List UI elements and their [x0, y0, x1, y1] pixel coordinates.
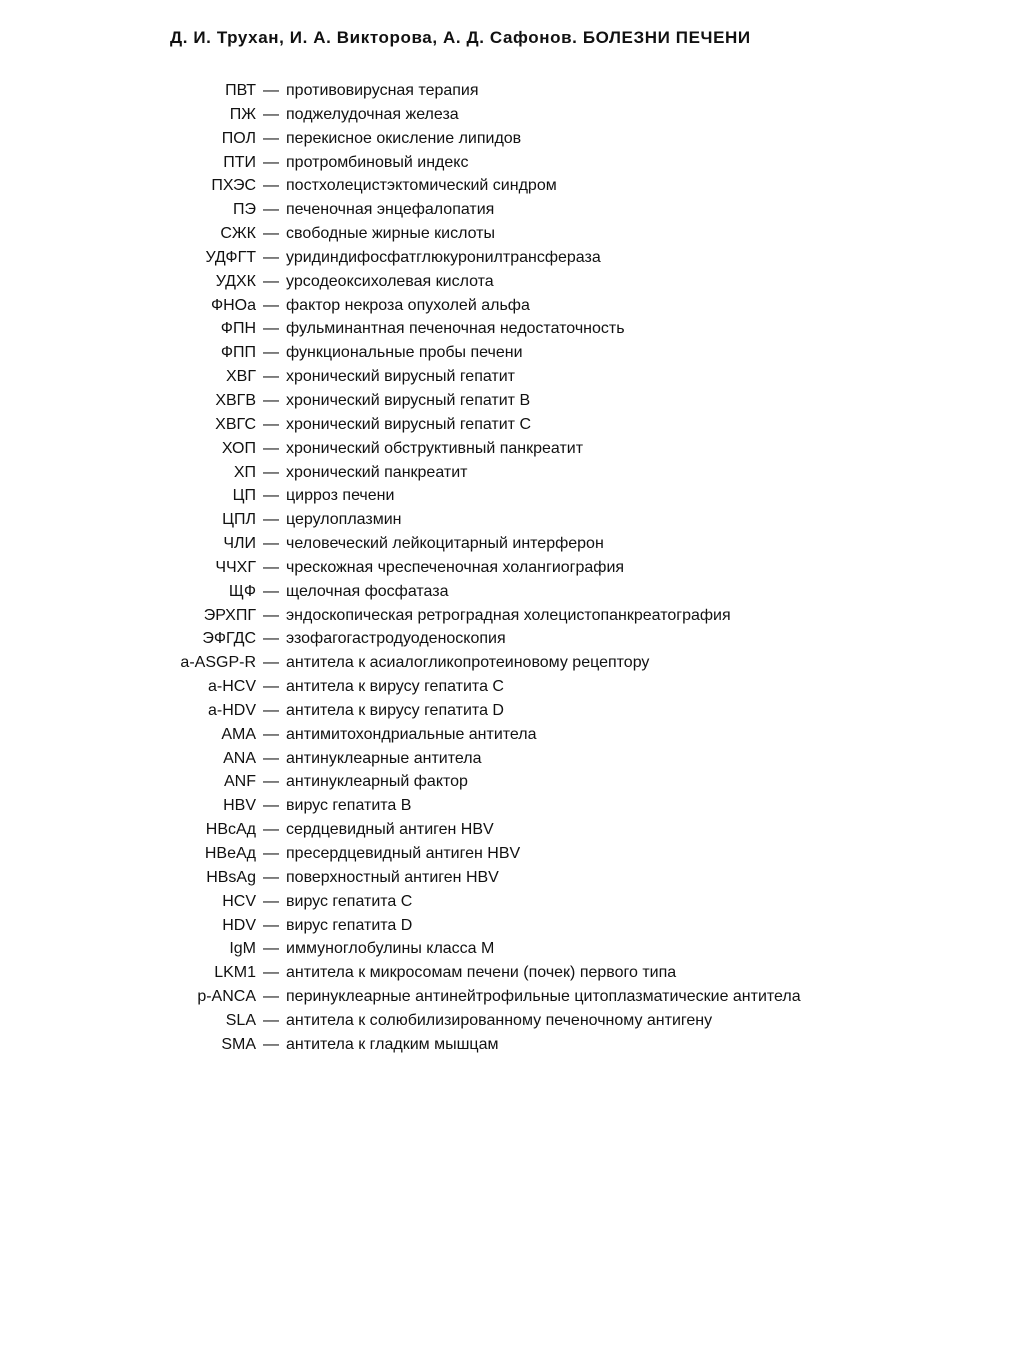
abbreviation-definition: вирус гепатита С	[286, 892, 413, 910]
dash-separator: —	[263, 105, 279, 123]
abbreviation-term: ФНОа	[210, 296, 256, 314]
abbreviation-term: АМА	[221, 725, 256, 743]
abbreviation-term: p-ANCA	[197, 988, 256, 1006]
dash-separator: —	[263, 320, 279, 338]
abbreviation-term: HBcAд	[205, 821, 256, 839]
abbreviation-row	[0, 270, 1024, 294]
abbreviation-definition: урсодеоксихолевая кислота	[286, 272, 494, 290]
abbreviation-term: ХП	[233, 463, 256, 481]
abbreviation-definition: фактор некроза опухолей альфа	[286, 296, 530, 314]
running-header: Д. И. Трухан, И. А. Викторова, А. Д. Сафонов. БОЛЕЗНИ ПЕЧЕНИ	[170, 28, 751, 47]
dash-separator: —	[263, 773, 279, 791]
abbreviation-term: ЭФГДС	[202, 630, 256, 648]
abbreviation-term: УДХК	[215, 272, 256, 290]
abbreviation-definition: антитела к вирусу гепатита С	[286, 678, 504, 696]
dash-separator: —	[263, 296, 279, 314]
dash-separator: —	[263, 272, 279, 290]
abbreviation-row	[0, 723, 1024, 747]
abbreviation-definition: щелочная фосфатаза	[286, 582, 449, 600]
abbreviation-row	[0, 461, 1024, 485]
abbreviation-definition: эндоскопическая ретроградная холецистопанкреатография	[286, 606, 731, 624]
abbreviation-row	[0, 174, 1024, 198]
dash-separator: —	[263, 630, 279, 648]
dash-separator: —	[263, 845, 279, 862]
abbreviation-term: ФПН	[220, 320, 256, 338]
abbreviation-row	[0, 389, 1024, 413]
dash-separator: —	[263, 701, 279, 719]
dash-separator: —	[263, 248, 279, 266]
abbreviation-definition: человеческий лейкоцитарный интерферон	[286, 535, 604, 553]
dash-separator: —	[263, 916, 279, 934]
abbreviation-definition: церулоплазмин	[286, 511, 402, 529]
abbreviation-row	[0, 103, 1024, 127]
abbreviation-term: УДФГТ	[205, 248, 256, 266]
abbreviation-term: ANF	[224, 773, 256, 791]
dash-separator: —	[263, 606, 279, 624]
abbreviation-definition: антинуклеарные антитела	[286, 749, 482, 767]
abbreviation-definition: вирус гепатита В	[286, 797, 412, 815]
dash-separator: —	[263, 201, 279, 219]
dash-separator: —	[263, 177, 279, 195]
abbreviation-row	[0, 556, 1024, 580]
dash-separator: —	[263, 892, 279, 910]
abbreviation-row	[0, 675, 1024, 699]
abbreviation-row	[0, 961, 1024, 985]
abbreviation-row	[0, 604, 1024, 628]
abbreviation-row	[0, 890, 1024, 914]
abbreviation-term: ЭРХПГ	[203, 606, 256, 624]
abbreviation-definition: вирус гепатита D	[286, 916, 413, 934]
abbreviation-term: ЦПЛ	[222, 511, 256, 529]
dash-separator: —	[263, 1035, 279, 1053]
dash-separator: —	[263, 535, 279, 553]
abbreviation-term: ЦП	[232, 487, 256, 505]
abbreviation-term: ПЖ	[229, 105, 256, 123]
abbreviation-term: ХВГВ	[215, 391, 256, 409]
abbreviation-row	[0, 413, 1024, 437]
abbreviation-definition: чрескожная чреспеченочная холангиография	[286, 558, 625, 576]
dash-separator: —	[263, 558, 279, 576]
abbreviation-term: HDV	[222, 916, 256, 934]
dash-separator: —	[263, 415, 279, 433]
dash-separator: —	[263, 511, 279, 529]
abbreviation-definition: перекисное окисление липидов	[286, 129, 522, 147]
dash-separator: —	[263, 582, 279, 600]
abbreviation-term: СЖК	[220, 225, 256, 243]
abbreviation-row	[0, 198, 1024, 222]
abbreviation-row	[0, 1009, 1024, 1033]
abbreviation-definition: печеночная энцефалопатия	[286, 201, 495, 219]
abbreviation-row	[0, 437, 1024, 461]
abbreviation-term: a-HCV	[207, 678, 256, 696]
dash-separator: —	[263, 749, 279, 767]
abbreviation-definition: хронический вирусный гепатит В	[286, 391, 531, 409]
dash-separator: —	[263, 964, 279, 982]
dash-separator: —	[263, 487, 279, 505]
dash-separator: —	[263, 940, 279, 958]
abbreviation-definition: антитела к вирусу гепатита D	[286, 701, 504, 719]
abbreviation-row	[0, 222, 1024, 246]
abbreviation-term: ХВГ	[225, 368, 256, 386]
dash-separator: —	[263, 153, 279, 171]
abbreviation-term: IgM	[229, 940, 256, 958]
abbreviation-row	[0, 651, 1024, 675]
abbreviation-term: HBsAg	[206, 868, 256, 886]
abbreviation-definition: антинуклеарный фактор	[286, 773, 468, 791]
abbreviation-row	[0, 914, 1024, 938]
abbreviation-definition: пресердцевидный антиген HBV	[286, 845, 521, 862]
abbreviation-definition: хронический вирусный гепатит С	[286, 415, 532, 433]
abbreviation-definition: эзофагогастродуоденоскопия	[286, 630, 506, 648]
dash-separator: —	[263, 678, 279, 696]
dash-separator: —	[263, 225, 279, 243]
dash-separator: —	[263, 82, 279, 99]
abbreviation-row	[0, 985, 1024, 1009]
abbreviation-definition: антимитохондриальные антитела	[286, 725, 537, 743]
dash-separator: —	[263, 725, 279, 743]
abbreviation-term: HBeAд	[204, 845, 256, 862]
abbreviation-row	[0, 627, 1024, 651]
abbreviation-term: ПЭ	[233, 201, 256, 219]
abbreviation-row	[0, 842, 1024, 866]
abbreviation-term: ПВТ	[225, 82, 256, 99]
abbreviation-term: ХВГС	[215, 415, 256, 433]
abbreviation-definition: функциональные пробы печени	[286, 344, 523, 362]
abbreviation-definition: иммуноглобулины класса М	[286, 940, 495, 958]
abbreviation-term: ПТИ	[223, 153, 256, 171]
abbreviation-row	[0, 341, 1024, 365]
abbreviation-definition: поверхностный антиген HBV	[286, 868, 499, 886]
abbreviation-row	[0, 818, 1024, 842]
abbreviation-row	[0, 770, 1024, 794]
abbreviation-term: ПХЭС	[211, 177, 256, 195]
abbreviation-row	[0, 79, 1024, 103]
dash-separator: —	[263, 391, 279, 409]
abbreviation-row	[0, 484, 1024, 508]
abbreviation-row	[0, 127, 1024, 151]
abbreviation-row	[0, 246, 1024, 270]
abbreviation-definition: хронический вирусный гепатит	[286, 368, 516, 386]
abbreviation-row	[0, 580, 1024, 604]
abbreviation-row	[0, 747, 1024, 771]
dash-separator: —	[263, 988, 279, 1006]
abbreviation-definition: цирроз печени	[286, 487, 395, 505]
abbreviation-definition: антитела к солюбилизированному печеночному антигену	[286, 1011, 713, 1029]
abbreviation-definition: фульминантная печеночная недостаточность	[286, 320, 625, 338]
dash-separator: —	[263, 1011, 279, 1029]
abbreviation-definition: уридиндифосфатглюкуронилтрансфераза	[286, 248, 601, 266]
abbreviation-definition: свободные жирные кислоты	[286, 225, 495, 243]
abbreviation-term: LKM1	[214, 964, 256, 982]
abbreviation-definition: поджелудочная железа	[286, 105, 459, 123]
abbreviation-row	[0, 294, 1024, 318]
abbreviation-definition: хронический панкреатит	[286, 463, 468, 481]
abbreviation-row	[0, 866, 1024, 890]
dash-separator: —	[263, 654, 279, 672]
abbreviation-term: a-HDV	[207, 701, 256, 719]
abbreviation-term: ЧЧХГ	[215, 558, 256, 576]
abbreviation-term: SLA	[225, 1011, 256, 1029]
dash-separator: —	[263, 868, 279, 886]
abbreviation-definition: антитела к асиалогликопротеиновому рецептору	[286, 654, 650, 672]
abbreviation-term: HBV	[223, 797, 256, 815]
abbreviation-row	[0, 699, 1024, 723]
abbreviation-term: ПОЛ	[221, 129, 256, 147]
abbreviation-definition: хронический обструктивный панкреатит	[286, 439, 584, 457]
dash-separator: —	[263, 463, 279, 481]
abbreviation-term: ANA	[223, 749, 256, 767]
dash-separator: —	[263, 797, 279, 815]
dash-separator: —	[263, 439, 279, 457]
abbreviation-row	[0, 365, 1024, 389]
dash-separator: —	[263, 368, 279, 386]
abbreviation-term: a-ASGP-R	[180, 654, 256, 672]
abbreviation-row	[0, 151, 1024, 175]
abbreviation-row	[0, 937, 1024, 961]
abbreviation-definition: протромбиновый индекс	[286, 153, 469, 171]
abbreviation-definition: перинуклеарные антинейтрофильные цитоплазматические антитела	[286, 988, 801, 1006]
abbreviation-term: ЩФ	[228, 582, 256, 600]
abbreviation-row	[0, 532, 1024, 556]
abbreviation-definition: противовирусная терапия	[286, 82, 479, 99]
abbreviation-term: ФПП	[220, 344, 256, 362]
dash-separator: —	[263, 129, 279, 147]
abbreviation-definition: антитела к микросомам печени (почек) первого типа	[286, 964, 677, 982]
abbreviation-list	[0, 79, 1024, 1057]
abbreviation-definition: антитела к гладким мышцам	[286, 1035, 499, 1053]
dash-separator: —	[263, 344, 279, 362]
abbreviation-row	[0, 794, 1024, 818]
abbreviation-row	[0, 317, 1024, 341]
abbreviation-term: SMA	[221, 1035, 256, 1053]
dash-separator: —	[263, 821, 279, 839]
abbreviation-row	[0, 508, 1024, 532]
abbreviation-term: ЧЛИ	[223, 535, 256, 553]
abbreviation-row	[0, 1033, 1024, 1057]
abbreviation-definition: сердцевидный антиген HBV	[286, 821, 494, 839]
abbreviation-term: HCV	[222, 892, 256, 910]
abbreviation-definition: постхолецистэктомический синдром	[286, 177, 557, 195]
abbreviation-term: ХОП	[221, 439, 256, 457]
